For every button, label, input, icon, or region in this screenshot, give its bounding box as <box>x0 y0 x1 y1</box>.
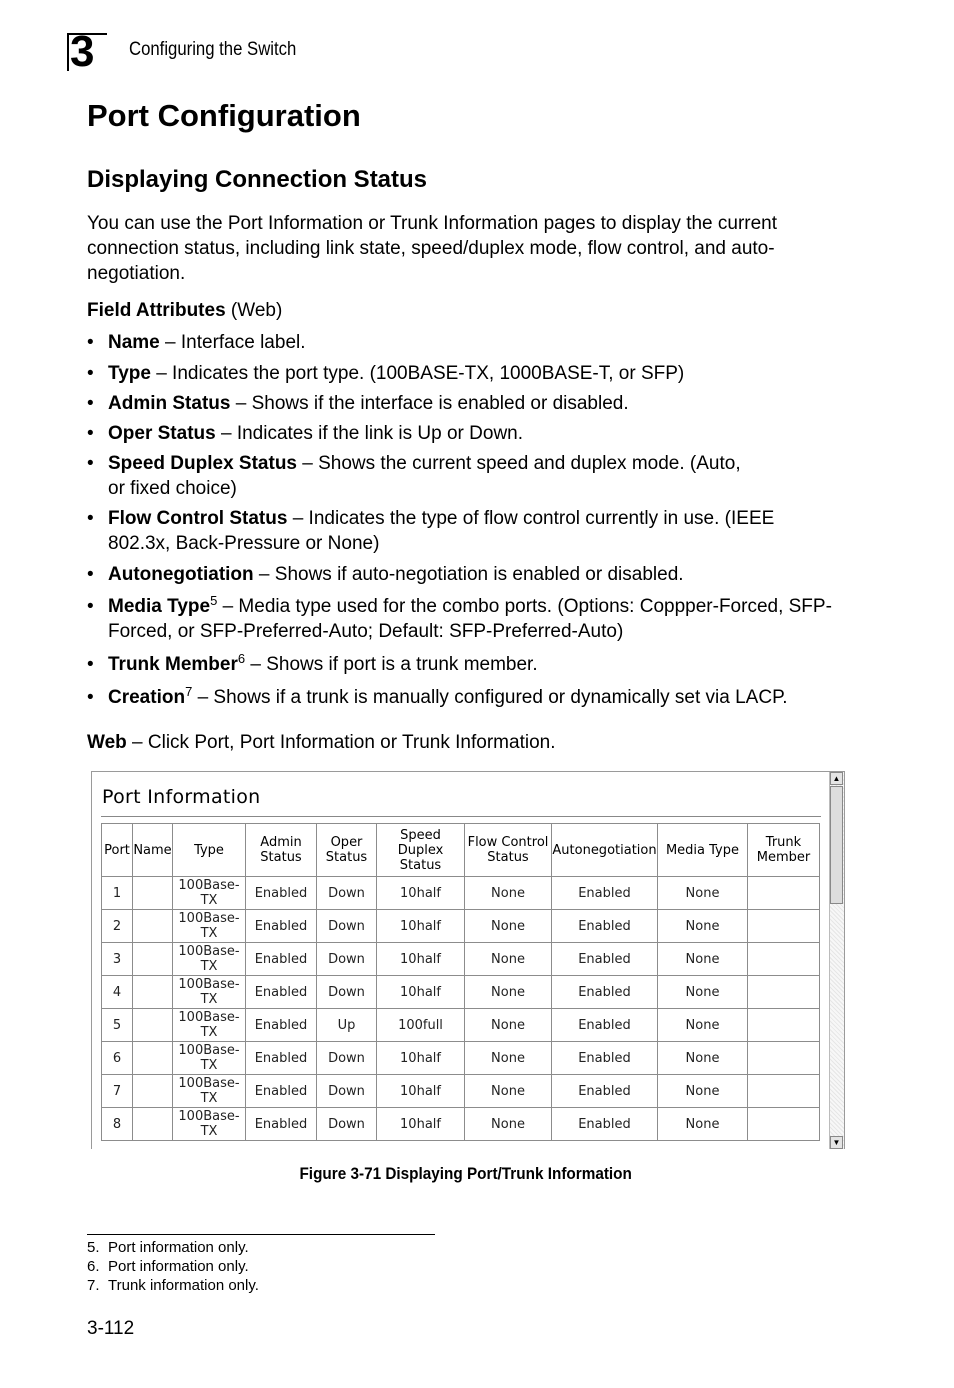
table-cell: 100Base-TX <box>173 1009 246 1042</box>
table-cell <box>748 1009 820 1042</box>
bullet-desc: – Shows if auto-negotiation is enabled or disabled. <box>253 564 684 585</box>
bullet-term: Flow Control Status <box>108 508 288 529</box>
scroll-down-arrow-icon[interactable]: ▼ <box>830 1136 843 1149</box>
field-attributes-heading <box>87 300 282 322</box>
vertical-scrollbar[interactable] <box>829 772 844 1149</box>
table-cell: 100Base-TX <box>173 1108 246 1141</box>
table-cell: Down <box>317 1108 377 1141</box>
table-cell: Enabled <box>246 976 317 1009</box>
column-header: Admin Status <box>246 824 317 877</box>
bullet-term: Name <box>108 332 160 353</box>
table-cell: None <box>658 910 748 943</box>
table-cell: Down <box>317 877 377 910</box>
table-cell: None <box>465 1042 552 1075</box>
table-cell <box>133 1042 173 1075</box>
table-cell: 10half <box>377 976 465 1009</box>
field-attributes-suffix: (Web) <box>225 300 283 321</box>
table-cell: None <box>658 976 748 1009</box>
table-cell <box>133 1009 173 1042</box>
table-cell: Enabled <box>552 943 658 976</box>
column-header: Oper Status <box>317 824 377 877</box>
bullet-desc: – Indicates the type of flow control currently in use. (IEEE 802.3x, Back-Pressure or None) <box>108 508 775 554</box>
table-cell: Enabled <box>246 1075 317 1108</box>
table-cell: Down <box>317 943 377 976</box>
web-label: Web <box>87 732 127 753</box>
footnote-number: 6. <box>87 1258 100 1275</box>
figure-caption-text: Figure 3-71 Displaying Port/Trunk Information <box>299 1164 633 1183</box>
table-cell: Enabled <box>552 1108 658 1141</box>
table-cell: None <box>658 877 748 910</box>
table-cell: 2 <box>102 910 133 943</box>
footnote-ref: 6 <box>237 651 246 666</box>
table-cell <box>133 1075 173 1108</box>
table-row <box>102 877 820 910</box>
table-cell: Down <box>317 1075 377 1108</box>
table-cell: None <box>658 1108 748 1141</box>
footnote-text: Trunk information only. <box>108 1277 259 1294</box>
table-cell: None <box>658 1042 748 1075</box>
table-cell: None <box>465 1075 552 1108</box>
table-cell: 100Base-TX <box>173 976 246 1009</box>
table-cell: Enabled <box>246 1009 317 1042</box>
column-header: Media Type <box>658 824 748 877</box>
table-cell <box>748 1042 820 1075</box>
title-divider <box>101 816 821 817</box>
table-cell: Enabled <box>552 976 658 1009</box>
table-cell: 3 <box>102 943 133 976</box>
figure-caption <box>0 1164 932 1184</box>
table-cell: Enabled <box>246 1108 317 1141</box>
bullet-desc: – Media type used for the combo ports. (Options: Coppper-Forced, SFP-Forced, or SFP-Preferred-Auto; Default: SFP-Preferred-Auto) <box>108 596 832 642</box>
column-header: Flow Control Status <box>465 824 552 877</box>
table-cell <box>748 976 820 1009</box>
table-cell: None <box>465 910 552 943</box>
table-cell: Down <box>317 976 377 1009</box>
table-cell <box>133 1108 173 1141</box>
table-cell <box>133 943 173 976</box>
table-cell <box>748 877 820 910</box>
table-cell: Enabled <box>246 1042 317 1075</box>
table-row <box>102 1042 820 1075</box>
screenshot-title: Port Information <box>102 786 261 808</box>
table-cell: None <box>465 1009 552 1042</box>
table-cell: 100Base-TX <box>173 943 246 976</box>
chapter-number: 3 <box>70 27 94 76</box>
table-cell: Enabled <box>552 910 658 943</box>
footnote-ref: 5 <box>210 593 218 608</box>
section-title: Displaying Connection Status <box>87 166 428 193</box>
table-row <box>102 976 820 1009</box>
table-cell: Enabled <box>552 1009 658 1042</box>
footnote-text: Port information only. <box>108 1239 249 1256</box>
table-cell <box>748 943 820 976</box>
field-attributes-label: Field Attributes <box>87 300 226 321</box>
table-cell <box>133 976 173 1009</box>
column-header: Name <box>133 824 173 877</box>
bullet-desc: – Shows if port is a trunk member. <box>245 654 538 675</box>
footnote-number: 7. <box>87 1277 100 1294</box>
bullet-desc: – Shows if the interface is enabled or disabled. <box>230 393 629 414</box>
table-cell: 5 <box>102 1009 133 1042</box>
table-cell: None <box>465 1108 552 1141</box>
bullet-term: Creation <box>108 687 186 708</box>
table-cell: None <box>465 943 552 976</box>
table-cell <box>748 910 820 943</box>
table-cell: 7 <box>102 1075 133 1108</box>
table-row <box>102 910 820 943</box>
table-cell: 10half <box>377 1042 465 1075</box>
table-cell: 100Base-TX <box>173 1042 246 1075</box>
table-cell: Enabled <box>552 877 658 910</box>
table-row <box>102 1009 820 1042</box>
port-table <box>101 823 820 1141</box>
bullet-desc: – Shows if a trunk is manually configured or dynamically set via LACP. <box>192 687 788 708</box>
table-cell <box>748 1108 820 1141</box>
table-cell: Up <box>317 1009 377 1042</box>
table-cell: None <box>465 877 552 910</box>
table-cell: Down <box>317 1042 377 1075</box>
table-cell: None <box>658 943 748 976</box>
table-cell: 100Base-TX <box>173 910 246 943</box>
column-header: Trunk Member <box>748 824 820 877</box>
table-cell <box>748 1075 820 1108</box>
table-cell: 4 <box>102 976 133 1009</box>
table-header-row <box>102 824 820 877</box>
bullet-term: Speed Duplex Status <box>108 453 297 474</box>
bullet-desc: – Indicates if the link is Up or Down. <box>215 423 524 444</box>
bullet-desc: – Shows the current speed and duplex mode. (Auto, or fixed choice) <box>108 453 741 499</box>
table-cell: Enabled <box>246 910 317 943</box>
footnote-divider <box>87 1234 435 1235</box>
table-row <box>102 943 820 976</box>
intro-paragraph: You can use the Port Information or Trunk Information pages to display the current connection status, including link state, speed/duplex mode, flow control, and auto-negotiation. <box>87 213 778 284</box>
page-number: 3-112 <box>87 1318 135 1339</box>
bullet-term: Media Type <box>108 596 211 617</box>
footnote-number: 5. <box>87 1239 100 1256</box>
table-cell: 6 <box>102 1042 133 1075</box>
bullet-desc: – Indicates the port type. (100BASE-TX, 1000BASE-T, or SFP) <box>150 363 685 384</box>
table-cell: Enabled <box>552 1042 658 1075</box>
table-cell: None <box>465 976 552 1009</box>
table-row <box>102 1108 820 1141</box>
table-cell: 100Base-TX <box>173 877 246 910</box>
footnote-ref: 7 <box>185 684 193 699</box>
table-cell: 100Base-TX <box>173 1075 246 1108</box>
column-header: Type <box>173 824 246 877</box>
running-header: Configuring the Switch <box>129 39 297 60</box>
bullet-desc: – Interface label. <box>159 332 306 353</box>
table-cell: 10half <box>377 877 465 910</box>
page-title: Port Configuration <box>87 98 361 133</box>
table-cell: 10half <box>377 1075 465 1108</box>
table-cell: 10half <box>377 943 465 976</box>
column-header: Speed Duplex Status <box>377 824 465 877</box>
table-cell: Enabled <box>552 1075 658 1108</box>
bullet-term: Type <box>108 363 151 384</box>
table-cell: None <box>658 1075 748 1108</box>
table-cell <box>133 910 173 943</box>
bullet-term: Oper Status <box>108 423 216 444</box>
table-cell: Down <box>317 910 377 943</box>
web-instruction <box>87 732 555 754</box>
table-cell <box>133 877 173 910</box>
table-row <box>102 1075 820 1108</box>
table-cell: Enabled <box>246 877 317 910</box>
column-header: Port <box>102 824 133 877</box>
table-cell: Enabled <box>246 943 317 976</box>
column-header: Autonegotiation <box>552 824 658 877</box>
bullet-term: Admin Status <box>108 393 231 414</box>
port-information-screenshot <box>91 771 845 1149</box>
table-cell: 10half <box>377 1108 465 1141</box>
bullet-term: Autonegotiation <box>108 564 254 585</box>
web-desc: – Click Port, Port Information or Trunk Information. <box>126 732 556 753</box>
table-cell: None <box>658 1009 748 1042</box>
bullet-term: Trunk Member <box>108 654 238 675</box>
table-cell: 1 <box>102 877 133 910</box>
table-cell: 8 <box>102 1108 133 1141</box>
scroll-up-arrow-icon[interactable]: ▲ <box>830 772 843 785</box>
table-cell: 100full <box>377 1009 465 1042</box>
footnote-text: Port information only. <box>108 1258 249 1275</box>
scrollbar-thumb[interactable] <box>830 786 843 904</box>
table-cell: 10half <box>377 910 465 943</box>
